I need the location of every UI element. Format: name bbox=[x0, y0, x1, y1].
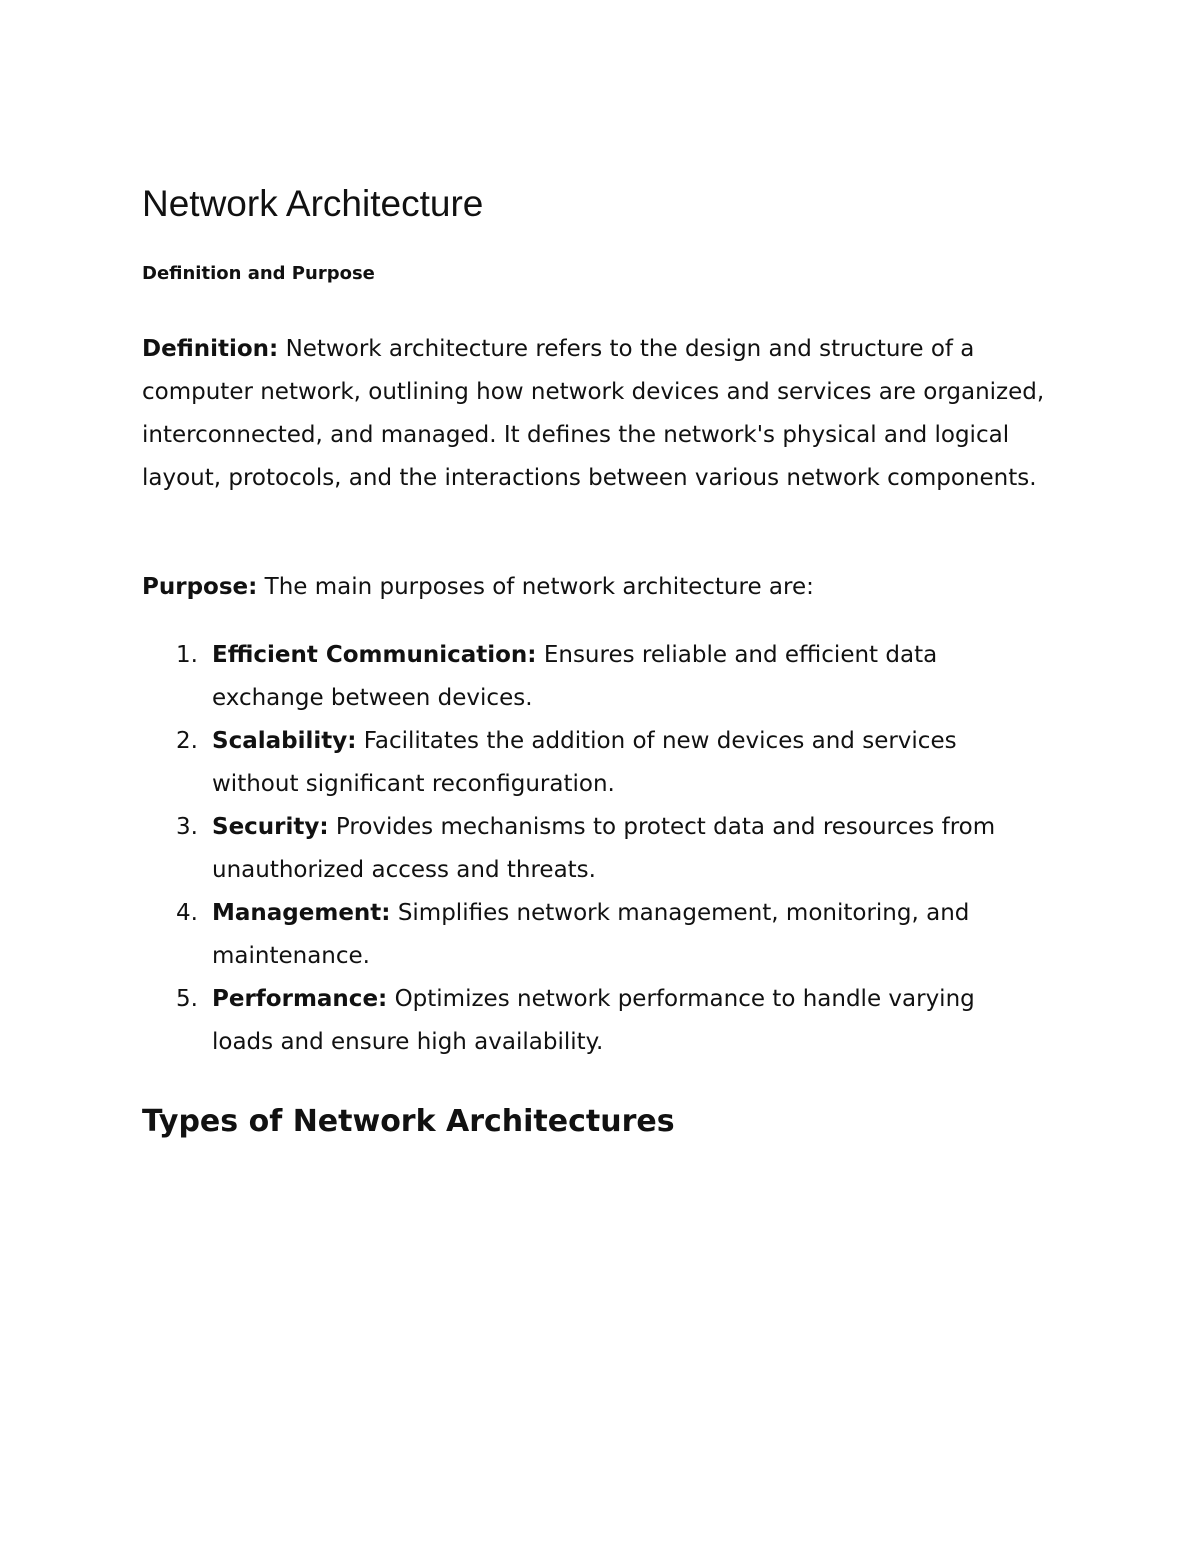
definition-paragraph bbox=[142, 328, 1062, 500]
list-item-number: 5. bbox=[176, 986, 198, 1012]
list-item-number: 4. bbox=[176, 900, 198, 926]
list-item bbox=[142, 892, 1042, 978]
list-item-text: Facilitates the addition of new devices and services without significant reconfiguration. bbox=[212, 728, 957, 797]
list-item-text: Ensures reliable and efficient data exchange between devices. bbox=[212, 642, 938, 711]
purpose-paragraph bbox=[142, 566, 1062, 609]
list-item-number: 1. bbox=[176, 642, 198, 668]
list-item bbox=[142, 806, 1042, 892]
list-item bbox=[142, 634, 1042, 720]
page-title: Network Architecture bbox=[142, 183, 484, 224]
list-item bbox=[142, 720, 1042, 806]
definition-label: Definition: bbox=[142, 336, 279, 362]
list-item-label: Scalability: bbox=[212, 728, 357, 754]
list-item-number: 3. bbox=[176, 814, 198, 840]
list-item-label: Performance: bbox=[212, 986, 388, 1012]
definition-text: Network architecture refers to the design and structure of a computer network, outlining how network devices and services are organized, interconnected, and managed. It defines the network's physical and logical layout, protocols, and the interactions between various network components. bbox=[142, 336, 1045, 491]
list-item-label: Efficient Communication: bbox=[212, 642, 537, 668]
section-heading: Types of Network Architectures bbox=[142, 1104, 675, 1139]
list-item-label: Security: bbox=[212, 814, 329, 840]
subtitle: Definition and Purpose bbox=[142, 263, 375, 284]
purposes-list bbox=[142, 634, 1042, 1064]
list-item-text: Provides mechanisms to protect data and resources from unauthorized access and threats. bbox=[212, 814, 996, 883]
list-item bbox=[142, 978, 1042, 1064]
list-item-number: 2. bbox=[176, 728, 198, 754]
list-item-text: Simplifies network management, monitoring, and maintenance. bbox=[212, 900, 970, 969]
list-item-label: Management: bbox=[212, 900, 391, 926]
purpose-label: Purpose: bbox=[142, 574, 258, 600]
purpose-text: The main purposes of network architecture are: bbox=[264, 574, 814, 600]
list-item-text: Optimizes network performance to handle varying loads and ensure high availability. bbox=[212, 986, 975, 1055]
